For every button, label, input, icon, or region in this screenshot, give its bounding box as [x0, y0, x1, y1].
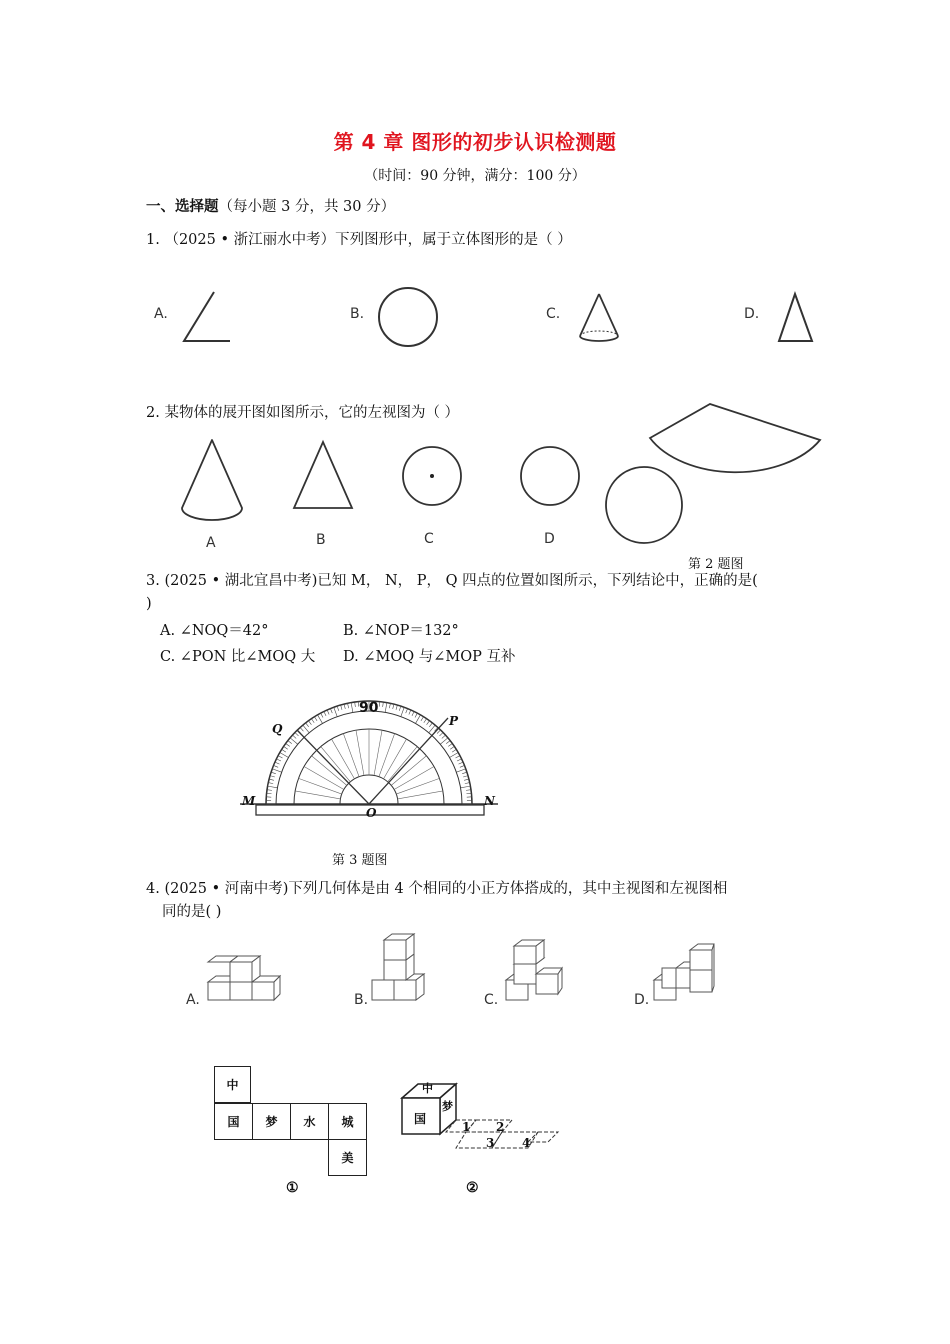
protractor-tick [337, 706, 339, 711]
q1-option-b-label: B. [350, 306, 365, 322]
q3-protractor-top-label: 90 [359, 700, 379, 716]
protractor-tick [274, 765, 279, 767]
protractor-tick [452, 749, 456, 752]
protractor-tick [330, 709, 332, 714]
page-subtitle: （时间：90 分钟，满分：100 分） [364, 168, 586, 184]
protractor-ray [356, 730, 364, 775]
q3-point-p: P [449, 714, 459, 728]
protractor-tick [393, 704, 394, 709]
q2-net-figure [606, 400, 826, 550]
q2-option-b-figure [290, 440, 360, 512]
q1-triangle-figure [776, 292, 816, 344]
question-4-text-line2: 同的是( ) [162, 904, 222, 920]
q1-cone-figure [576, 292, 622, 346]
square-3: 3 [486, 1136, 495, 1150]
q3-point-q: Q [272, 722, 283, 736]
q4-option-b-figure [370, 926, 430, 1004]
protractor-tick [308, 721, 311, 725]
question-4-text-line1: 4. (2025 • 河南中考)下列几何体是由 4 个相同的小正方体搭成的，其中主视图和左视图相 [146, 881, 728, 897]
q3-point-n: N [484, 794, 495, 808]
protractor-tick [465, 783, 470, 784]
protractor-tick [450, 753, 459, 758]
cube-net-figure [214, 1066, 368, 1178]
protractor-tick [306, 723, 309, 727]
q2-option-a-label: A [206, 535, 216, 551]
question-3-text-line2: ) [146, 596, 152, 612]
protractor-tick [464, 779, 469, 780]
protractor-tick [427, 721, 430, 725]
protractor-tick [450, 746, 454, 749]
protractor-tick [280, 753, 289, 758]
protractor-tick [300, 727, 303, 731]
protractor-tick [409, 710, 411, 715]
net-cell-4: 水 [290, 1103, 329, 1140]
protractor-tick [406, 709, 408, 714]
protractor-tick [341, 705, 342, 710]
protractor-tick [424, 719, 427, 723]
protractor-tick [383, 702, 384, 707]
square-1: 1 [462, 1120, 471, 1134]
q4-option-a-figure [200, 948, 280, 1004]
q4-option-a-label: A. [186, 992, 200, 1008]
square-4: 4 [522, 1136, 531, 1150]
q1-option-d-label: D. [744, 306, 760, 322]
cube-top-char: 中 [422, 1082, 433, 1095]
protractor-tick [389, 703, 390, 708]
protractor-tick [456, 756, 460, 758]
question-1-text: 1. （2025 • 浙江丽水中考）下列图形中，属于立体图形的是（ ） [146, 232, 572, 248]
q3-option-b: B. ∠NOP＝132° [343, 623, 459, 639]
protractor-ray [398, 791, 443, 799]
protractor-tick [318, 715, 323, 724]
protractor-ray [379, 734, 395, 777]
q2-option-d-figure [518, 445, 582, 509]
protractor-tick [270, 776, 275, 777]
protractor-tick [461, 786, 471, 788]
protractor-tick [446, 741, 450, 744]
protractor-tick [466, 793, 471, 794]
protractor-tick [278, 756, 282, 758]
protractor-tick [448, 743, 452, 746]
net-cell-6: 美 [328, 1139, 367, 1176]
protractor-tick [271, 772, 276, 774]
protractor-tick [396, 705, 397, 710]
protractor-tick [421, 717, 424, 721]
protractor-tick [268, 786, 278, 788]
protractor-tick [311, 719, 314, 723]
protractor-tick [269, 779, 274, 780]
figure-2-label: ② [466, 1180, 479, 1196]
q1-option-a-label: A. [154, 306, 168, 322]
protractor-tick [416, 715, 421, 724]
protractor-tick [284, 746, 288, 749]
protractor-tick [457, 759, 461, 761]
protractor-tick [415, 713, 417, 717]
q4-option-c-figure [504, 940, 564, 1004]
protractor-tick [348, 703, 349, 708]
q2-option-b-label: B [316, 532, 326, 548]
protractor-tick [276, 759, 280, 761]
protractor-tick [267, 793, 272, 794]
q2-caption: 第 2 题图 [688, 557, 744, 572]
q3-option-d: D. ∠MOQ 与∠MOP 互补 [343, 649, 516, 665]
protractor-tick [272, 769, 281, 772]
q3-caption: 第 3 题图 [332, 853, 388, 868]
protractor-ray [295, 791, 340, 799]
q1-option-c-label: C. [546, 306, 561, 322]
protractor-tick [314, 717, 317, 721]
protractor-tick [321, 713, 323, 717]
protractor-tick [459, 762, 464, 764]
protractor-tick [442, 735, 446, 738]
q3-point-m: M [242, 794, 256, 808]
protractor-ray [343, 734, 359, 777]
q3-option-c: C. ∠PON 比∠MOQ 大 [160, 649, 316, 665]
q4-option-d-label: D. [634, 992, 650, 1008]
protractor-ray [396, 778, 439, 794]
protractor-tick [399, 706, 401, 711]
protractor-tick [379, 702, 380, 707]
square-2: 2 [496, 1120, 505, 1134]
protractor-tick [351, 703, 353, 713]
q3-point-o: O [366, 806, 377, 820]
q1-circle-figure [376, 286, 440, 350]
q1-angle-figure [180, 290, 240, 350]
protractor-tick [327, 710, 329, 715]
page-title: 第 4 章 图形的初步认识检测题 [333, 130, 617, 154]
protractor-tick [288, 741, 292, 744]
protractor-tick [292, 735, 296, 738]
q4-option-b-label: B. [354, 992, 369, 1008]
net-cell-3: 梦 [252, 1103, 291, 1140]
net-cell-2: 国 [214, 1103, 253, 1140]
question-3-text-line1: 3. (2025 • 湖北宜昌中考)已知 M， N， P， Q 四点的位置如图所示，下列结论中，正确的是( [146, 573, 758, 589]
q2-option-c-figure [400, 445, 464, 509]
protractor-tick [412, 711, 414, 715]
protractor-tick [460, 765, 465, 767]
section-note: （每小题 3 分，共 30 分） [218, 199, 396, 215]
cube-side-char: 梦 [442, 1100, 453, 1113]
cube-front-char: 国 [414, 1112, 427, 1126]
net-cell-5: 城 [328, 1103, 367, 1140]
protractor-tick [275, 762, 280, 764]
question-2-text: 2. 某物体的展开图如图所示，它的左视图为（ ） [146, 405, 460, 421]
q2-option-d-label: D [544, 531, 555, 547]
protractor-tick [437, 730, 440, 734]
q4-option-d-figure [652, 938, 716, 1004]
section-title: 一、选择题 [146, 199, 219, 215]
protractor-tick [286, 743, 290, 746]
protractor-tick [295, 732, 299, 735]
protractor-tick [385, 703, 387, 713]
protractor-tick [282, 749, 286, 752]
q2-option-a-figure [178, 438, 248, 528]
protractor-tick [463, 776, 468, 777]
protractor-tick [267, 790, 272, 791]
protractor-tick [355, 702, 356, 707]
protractor-tick [439, 732, 443, 735]
protractor-tick [462, 772, 467, 774]
q4-option-c-label: C. [484, 992, 499, 1008]
protractor-tick [324, 711, 326, 715]
protractor-tick [268, 783, 273, 784]
protractor-tick [466, 790, 471, 791]
net-cell-1: 中 [214, 1066, 251, 1103]
q3-option-a: A. ∠NOQ＝42° [160, 623, 269, 639]
protractor-ray [299, 778, 342, 794]
protractor-tick [456, 769, 465, 772]
figure-1-label: ① [286, 1180, 299, 1196]
q2-option-c-label: C [424, 531, 434, 547]
protractor-tick [344, 704, 345, 709]
section-heading [146, 196, 395, 218]
protractor-ray [374, 730, 382, 775]
protractor-tick [334, 707, 337, 716]
protractor-tick [429, 723, 432, 727]
protractor-tick [401, 707, 404, 716]
